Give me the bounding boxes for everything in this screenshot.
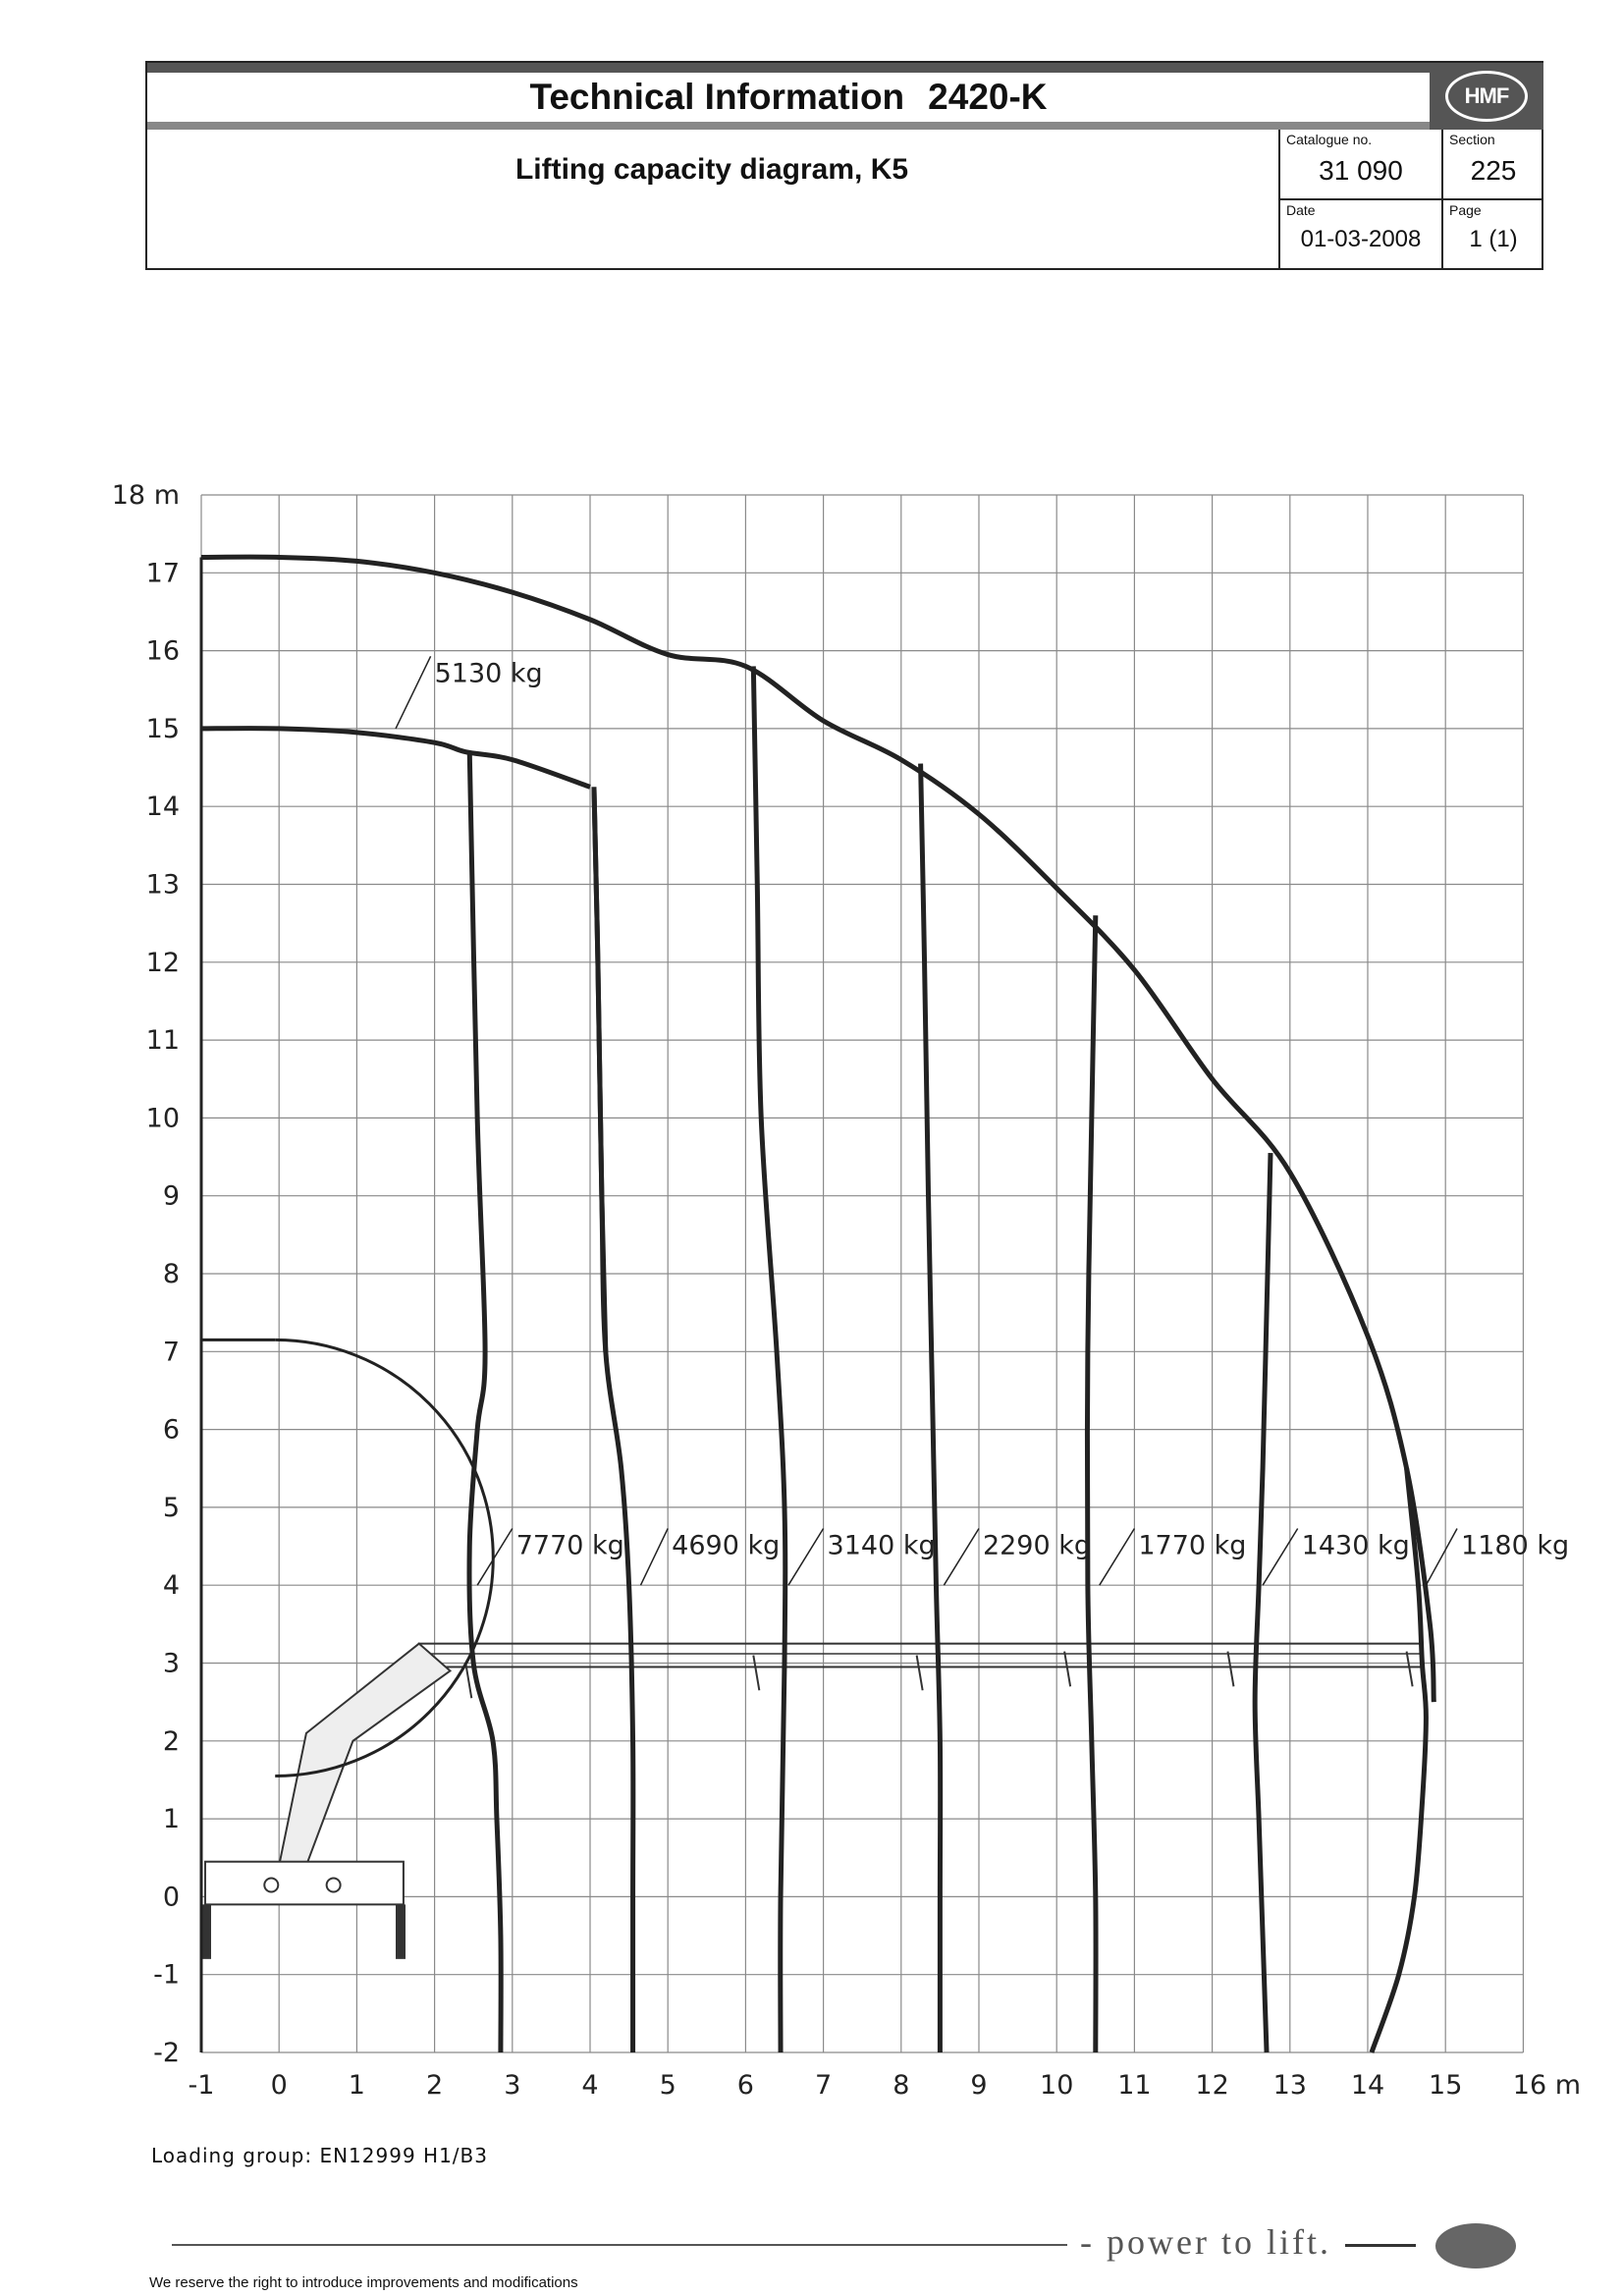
label-leader-line <box>640 1528 668 1585</box>
y-tick-label: 11 <box>145 1025 180 1057</box>
crane-leg-right <box>396 1904 406 1959</box>
label-leader-line <box>477 1528 513 1585</box>
x-tick-label: 9 <box>970 2070 988 2101</box>
capacity-label: 2290 kg <box>982 1530 1092 1561</box>
footer-rule-left <box>172 2244 1067 2246</box>
capacity-curve-vertical <box>469 752 501 2052</box>
y-tick-label: -2 <box>153 2038 180 2068</box>
chart-grid <box>201 495 1523 2052</box>
label-leader-line <box>944 1528 979 1585</box>
section-value: 225 <box>1470 155 1517 186</box>
x-tick-label: 8 <box>893 2070 910 2101</box>
crane-hook <box>917 1656 923 1691</box>
slogan: - power to lift. <box>1080 2222 1331 2262</box>
y-tick-label: 1 <box>162 1804 180 1835</box>
capacity-label: 1430 kg <box>1301 1530 1410 1561</box>
catalogue-label: Catalogue no. <box>1286 132 1373 147</box>
crane-hook <box>1407 1652 1413 1687</box>
y-tick-label: -1 <box>153 1959 180 1991</box>
crane-hook <box>753 1656 759 1691</box>
label-leader-line <box>788 1528 824 1585</box>
x-tick-label: 16 m <box>1512 2070 1582 2101</box>
y-tick-label: 6 <box>162 1414 180 1446</box>
capacity-label: 1180 kg <box>1461 1530 1570 1561</box>
capacity-label: 7770 kg <box>515 1530 624 1561</box>
label-leader-line <box>396 656 431 729</box>
x-tick-label: 11 <box>1117 2070 1152 2101</box>
page-value: 1 (1) <box>1469 226 1518 252</box>
footer-rule-right <box>1345 2244 1416 2247</box>
y-tick-label: 4 <box>162 1570 180 1602</box>
x-tick-label: 4 <box>581 2070 599 2101</box>
capacity-curve <box>921 764 941 2052</box>
section-label: Section <box>1449 132 1495 147</box>
y-tick-label: 3 <box>162 1648 180 1679</box>
y-tick-label: 17 <box>145 558 180 589</box>
y-tick-label: 18 m <box>111 480 180 511</box>
header-subtitle: Lifting capacity diagram, K5 <box>514 153 909 186</box>
x-tick-label: 1 <box>348 2070 365 2101</box>
y-tick-label: 7 <box>162 1337 180 1368</box>
x-tick-label: 3 <box>504 2070 521 2101</box>
crane-main-arm <box>279 1644 450 1866</box>
capacity-curve <box>1255 1153 1271 2052</box>
crane-hook <box>1064 1652 1070 1687</box>
header-model: 2420-K <box>928 77 1048 117</box>
capacity-curve <box>753 666 784 2052</box>
capacity-curve <box>1087 915 1096 2052</box>
capacity-label: 1770 kg <box>1138 1530 1247 1561</box>
capacity-label: 5130 kg <box>434 658 543 689</box>
y-tick-label: 13 <box>145 869 180 901</box>
x-tick-label: 5 <box>659 2070 676 2101</box>
date-label: Date <box>1286 202 1316 218</box>
y-tick-label: 5 <box>162 1492 180 1523</box>
capacity-label: 3140 kg <box>827 1530 936 1561</box>
x-tick-label: 7 <box>815 2070 833 2101</box>
y-tick-label: 16 <box>145 635 180 667</box>
y-tick-label: 10 <box>145 1103 180 1134</box>
hmf-logo-text: HMF <box>1464 83 1509 108</box>
x-tick-label: 15 <box>1429 2070 1463 2101</box>
x-tick-label: 14 <box>1350 2070 1385 2101</box>
x-tick-label: 10 <box>1040 2070 1074 2101</box>
capacity-curve-top-arc <box>201 729 590 788</box>
capacity-curve <box>594 787 633 2052</box>
y-tick-label: 14 <box>145 792 180 823</box>
y-tick-label: 12 <box>145 947 180 978</box>
label-leader-line <box>1426 1528 1457 1585</box>
crane-hook <box>465 1664 471 1699</box>
header-title-text: Technical Information <box>529 77 905 117</box>
disclaimer: We reserve the right to introduce improvements and modifications <box>149 2274 578 2291</box>
crane-base <box>205 1862 404 1905</box>
axis-ticks <box>112 480 1581 2101</box>
label-leader-line <box>1263 1528 1298 1585</box>
x-tick-label: 6 <box>736 2070 754 2101</box>
y-tick-label: 8 <box>162 1259 180 1289</box>
crane-drawing <box>201 1644 1422 1959</box>
x-tick-label: 0 <box>270 2070 288 2101</box>
x-tick-label: 13 <box>1272 2070 1307 2101</box>
x-tick-label: -1 <box>188 2070 215 2101</box>
date-value: 01-03-2008 <box>1300 226 1422 252</box>
capacity-curves <box>201 557 1434 2052</box>
x-tick-label: 2 <box>426 2070 444 2101</box>
label-leader-line <box>1100 1528 1135 1585</box>
x-tick-label: 12 <box>1195 2070 1229 2101</box>
crane-hook <box>1227 1652 1233 1687</box>
page-label: Page <box>1449 202 1482 218</box>
catalogue-value: 31 090 <box>1319 155 1403 186</box>
footer-logo-icon <box>1435 2223 1516 2269</box>
capacity-label: 4690 kg <box>672 1530 781 1561</box>
y-tick-label: 15 <box>145 713 180 744</box>
dead-zone-border <box>201 729 275 1340</box>
loading-group: Loading group: EN12999 H1/B3 <box>151 2144 488 2167</box>
y-tick-label: 9 <box>162 1180 180 1212</box>
y-tick-label: 0 <box>162 1882 180 1913</box>
y-tick-label: 2 <box>162 1725 180 1757</box>
capacity-labels <box>396 656 1569 1585</box>
